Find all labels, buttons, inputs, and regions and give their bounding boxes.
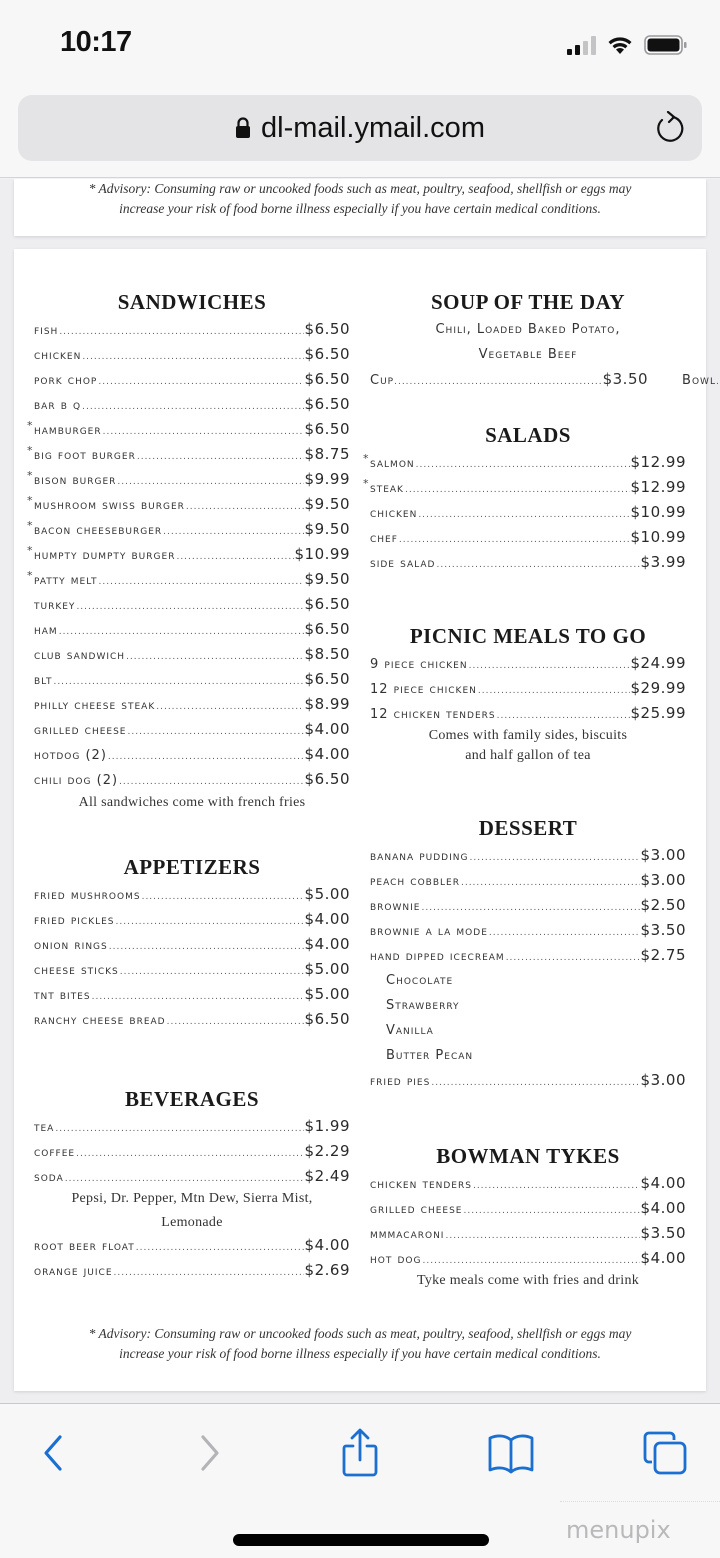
bookmarks-button[interactable] <box>486 1428 536 1478</box>
menu-item <box>27 317 350 342</box>
menu-item <box>34 1233 350 1258</box>
item-name: humpty dumpty burger <box>34 548 176 563</box>
item-price: $3.50 <box>640 921 686 939</box>
item-name: side salad <box>370 556 436 571</box>
menu-item <box>370 943 686 968</box>
section-tykes <box>370 1141 686 1291</box>
item-name: grilled cheese <box>34 723 127 738</box>
dot-leader <box>103 420 304 445</box>
menu-item <box>27 367 350 392</box>
item-name: turkey <box>34 598 76 613</box>
item-price: $9.99 <box>304 470 350 488</box>
item-price: $1.99 <box>304 1117 350 1135</box>
dot-leader <box>109 935 304 960</box>
home-indicator[interactable] <box>233 1534 489 1546</box>
dot-leader <box>163 520 303 545</box>
menu-item <box>34 982 350 1007</box>
menu-item <box>34 1164 350 1189</box>
item-name: bacon cheeseburger <box>34 523 163 538</box>
menu-item <box>27 767 350 792</box>
item-name: club sandwich <box>34 648 126 663</box>
item-name: philly cheese steak <box>34 698 156 713</box>
section-beverages <box>34 1084 350 1283</box>
item-name: ranchy cheese bread <box>34 1013 166 1028</box>
item-price: $12.99 <box>630 453 686 471</box>
item-name: root beer float <box>34 1239 135 1254</box>
dot-leader <box>76 595 303 620</box>
menu-item <box>370 701 686 726</box>
page-content <box>0 179 720 1403</box>
menu-item <box>34 957 350 982</box>
dot-leader <box>416 453 630 478</box>
advisory-star: * <box>27 569 34 582</box>
clock: 10:17 <box>60 26 132 58</box>
watermark-divider <box>560 1501 720 1502</box>
dot-leader <box>461 871 640 896</box>
picnic-note-1: Comes with family sides, biscuits <box>428 728 628 743</box>
item-name: chicken <box>370 506 418 521</box>
wifi-icon <box>606 34 634 56</box>
menu-item <box>27 442 350 467</box>
item-name: salmon <box>370 456 415 471</box>
menu-item <box>370 868 686 893</box>
picnic-note-2: and half gallon of tea <box>465 748 591 763</box>
menu-item <box>27 667 350 692</box>
menu-item <box>370 918 686 943</box>
item-name: bar b q <box>34 398 82 413</box>
item-price: $2.29 <box>304 1142 350 1160</box>
dot-leader <box>463 1199 639 1224</box>
menu-item <box>27 342 350 367</box>
menu-item <box>370 1196 686 1221</box>
item-name: 12 chicken tenders <box>370 707 496 722</box>
dot-leader <box>489 921 640 946</box>
item-name: big foot burger <box>34 448 136 463</box>
section-title: SOUP OF THE DAY <box>430 290 626 314</box>
item-name: tnt bites <box>34 988 91 1003</box>
dot-leader <box>137 445 304 470</box>
item-name: brownie a la mode <box>370 924 488 939</box>
section-title: BOWMAN TYKES <box>436 1144 620 1168</box>
section-title: BEVERAGES <box>124 1087 260 1111</box>
menu-item <box>34 907 350 932</box>
item-name: hot dog <box>370 1252 422 1267</box>
item-price: $2.75 <box>640 946 686 964</box>
advisory-star: * <box>27 469 34 482</box>
bowl-label: Bowl <box>682 373 716 388</box>
dot-leader <box>116 910 304 935</box>
item-price: $6.50 <box>304 395 350 413</box>
tabs-button[interactable] <box>640 1428 690 1478</box>
item-price: $10.99 <box>630 503 686 521</box>
dot-leader <box>186 495 304 520</box>
menu-item <box>27 742 350 767</box>
item-name: brownie <box>370 899 421 914</box>
dot-leader <box>156 695 303 720</box>
cup-label: Cup <box>370 373 395 388</box>
dot-leader <box>119 770 304 795</box>
item-price: $4.00 <box>304 745 350 763</box>
menu-item <box>27 467 350 492</box>
dot-leader <box>59 620 304 645</box>
menu-item <box>27 567 350 592</box>
item-name: hamburger <box>34 423 102 438</box>
forward-button[interactable] <box>185 1428 235 1478</box>
item-name: pork chop <box>34 373 98 388</box>
section-dessert <box>370 813 686 1093</box>
item-price: $6.50 <box>304 345 350 363</box>
item-name: fried mushrooms <box>34 888 141 903</box>
signal-icon <box>567 35 596 55</box>
item-name: 12 piece chicken <box>370 682 477 697</box>
item-name: steak <box>370 481 404 496</box>
dot-leader <box>117 470 303 495</box>
menu-item <box>27 642 350 667</box>
item-price: $10.99 <box>630 528 686 546</box>
item-price: $4.00 <box>640 1249 686 1267</box>
menu-item <box>363 475 686 500</box>
section-soup <box>370 287 716 392</box>
menu-item <box>34 882 350 907</box>
menu-item <box>370 843 686 868</box>
dot-leader <box>76 1142 303 1167</box>
advisory-line-2: increase your risk of food borne illness especially if you have certain medical conditions. <box>119 1346 601 1361</box>
tykes-note: Tyke meals come with fries and drink <box>416 1273 640 1288</box>
advisory-card-top <box>14 179 706 236</box>
item-price: $29.99 <box>630 679 686 697</box>
item-name: fried pickles <box>34 913 115 928</box>
menu-item <box>363 450 686 475</box>
soup-list-2: Vegetable Beef <box>478 347 578 362</box>
item-price: $3.50 <box>640 1224 686 1242</box>
item-name: blt <box>34 673 53 688</box>
item-price: $8.99 <box>304 695 350 713</box>
item-price: $6.50 <box>304 595 350 613</box>
dot-leader <box>421 896 639 921</box>
item-name: hand dipped icecream <box>370 949 505 964</box>
item-price: $6.50 <box>304 420 350 438</box>
item-name: chicken <box>34 348 82 363</box>
menu-item <box>34 932 350 957</box>
section-title: APPETIZERS <box>123 855 261 879</box>
menu-item <box>370 1171 686 1196</box>
browser-address-area <box>0 92 720 178</box>
status-bar <box>0 0 720 92</box>
section-note: All sandwiches come with french fries <box>78 795 306 810</box>
dot-leader <box>126 645 303 670</box>
dot-leader <box>59 320 303 345</box>
item-price: $2.49 <box>304 1167 350 1185</box>
icecream-flavor: Butter Pecan <box>386 1048 474 1063</box>
soup-prices <box>370 367 716 392</box>
item-name: chili dog (2) <box>34 773 119 788</box>
advisory-bottom <box>14 1324 706 1364</box>
menu-item <box>34 1114 350 1139</box>
menu-item <box>27 417 350 442</box>
bookmarks-icon <box>487 1432 535 1474</box>
item-name: bison burger <box>34 473 117 488</box>
dot-leader <box>98 370 303 395</box>
dot-leader <box>469 846 639 871</box>
menu-item <box>27 492 350 517</box>
menu-item <box>27 592 350 617</box>
item-price: $12.99 <box>630 478 686 496</box>
dot-leader <box>114 1261 304 1286</box>
dot-leader <box>108 745 304 770</box>
item-price: $4.00 <box>304 720 350 738</box>
item-price: $3.00 <box>640 1071 686 1089</box>
tabs-icon <box>642 1430 688 1476</box>
item-price: $8.75 <box>304 445 350 463</box>
dot-leader <box>92 985 304 1010</box>
dot-leader <box>436 553 639 578</box>
advisory-line-1: * Advisory: Consuming raw or uncooked foods such as meat, poultry, seafood, shellfish or eggs may <box>88 181 632 196</box>
item-price: $24.99 <box>630 654 686 672</box>
dot-leader <box>55 1117 303 1142</box>
dot-leader <box>478 679 630 704</box>
item-name: 9 piece chicken <box>370 657 468 672</box>
dot-leader <box>82 395 303 420</box>
item-price: $6.50 <box>304 320 350 338</box>
item-price: $6.50 <box>304 370 350 388</box>
dot-leader <box>99 570 304 595</box>
item-price: $6.50 <box>304 620 350 638</box>
dot-leader <box>445 1224 639 1249</box>
item-price: $5.00 <box>304 885 350 903</box>
menu-item <box>363 550 686 575</box>
item-name: coffee <box>34 1145 76 1160</box>
advisory-star: * <box>27 444 34 457</box>
advisory-star: * <box>27 419 34 432</box>
item-price: $25.99 <box>630 704 686 722</box>
dot-leader <box>469 654 630 679</box>
menu-item <box>27 617 350 642</box>
item-price: $3.00 <box>640 846 686 864</box>
item-price: $3.00 <box>640 871 686 889</box>
dot-leader <box>405 478 630 503</box>
menu-item <box>27 392 350 417</box>
dot-leader <box>418 503 629 528</box>
section-sandwiches <box>27 287 350 813</box>
section-picnic <box>370 621 686 766</box>
item-name: peach cobbler <box>370 874 460 889</box>
menu-item <box>370 1246 686 1271</box>
section-salads <box>363 420 686 575</box>
item-name: ham <box>34 623 58 638</box>
item-name: orange juice <box>34 1264 113 1279</box>
forward-icon <box>197 1433 223 1473</box>
menu-item <box>27 542 350 567</box>
item-name: soda <box>34 1170 64 1185</box>
menu-item <box>370 893 686 918</box>
item-price: $4.00 <box>304 1236 350 1254</box>
item-price: $9.50 <box>304 495 350 513</box>
menu-item <box>34 1258 350 1283</box>
dot-leader <box>176 545 293 570</box>
status-icons <box>567 34 688 56</box>
dot-leader <box>53 670 303 695</box>
advisory-star: * <box>27 519 34 532</box>
icecream-flavor: Strawberry <box>386 998 460 1013</box>
dot-leader <box>167 1010 304 1035</box>
url-text: dl-mail.ymail.com <box>261 111 485 144</box>
advisory-line-1: * Advisory: Consuming raw or uncooked foods such as meat, poultry, seafood, shellfish or eggs may <box>88 1326 632 1341</box>
dot-leader <box>142 885 304 910</box>
menu-item <box>27 517 350 542</box>
dot-leader <box>127 720 303 745</box>
address-bar[interactable] <box>18 95 702 161</box>
item-price: $2.50 <box>640 896 686 914</box>
watermark: menupix <box>566 1516 671 1544</box>
item-name: chicken tenders <box>370 1177 472 1192</box>
item-price: $6.50 <box>304 1010 350 1028</box>
item-price: $6.50 <box>304 770 350 788</box>
item-price: $8.50 <box>304 645 350 663</box>
dot-leader <box>136 1236 304 1261</box>
item-price: $4.00 <box>640 1199 686 1217</box>
soda-note-2: Lemonade <box>161 1215 223 1230</box>
menu-item <box>363 525 686 550</box>
item-price: $5.00 <box>304 960 350 978</box>
back-icon <box>40 1433 66 1473</box>
menu-item <box>370 1221 686 1246</box>
item-price: $6.50 <box>304 670 350 688</box>
soda-note-1: Pepsi, Dr. Pepper, Mtn Dew, Sierra Mist, <box>71 1191 313 1206</box>
menu-item <box>34 1139 350 1164</box>
item-price: $2.69 <box>304 1261 350 1279</box>
dot-leader <box>399 528 630 553</box>
soup-list-1: Chili, Loaded Baked Potato, <box>435 322 621 337</box>
item-name: banana pudding <box>370 849 469 864</box>
item-name: mushroom swiss burger <box>34 498 185 513</box>
item-price: $4.00 <box>304 910 350 928</box>
advisory-star: * <box>27 494 34 507</box>
advisory-star: * <box>363 452 370 465</box>
item-name: mmmacaroni <box>370 1227 445 1242</box>
item-name: grilled cheese <box>370 1202 463 1217</box>
dot-leader <box>506 946 640 971</box>
item-name: patty melt <box>34 573 98 588</box>
section-title: SALADS <box>485 423 571 447</box>
item-price: $4.00 <box>640 1174 686 1192</box>
item-name: fish <box>34 323 59 338</box>
menu-item <box>370 1068 686 1093</box>
icecream-flavor: Vanilla <box>386 1023 434 1038</box>
menu-item <box>363 500 686 525</box>
item-price: $10.99 <box>294 545 350 563</box>
item-name: cheese sticks <box>34 963 119 978</box>
dot-leader <box>473 1174 640 1199</box>
item-price: $9.50 <box>304 520 350 538</box>
menu-item <box>34 1007 350 1032</box>
menu-card <box>14 249 716 1391</box>
menu-item <box>370 676 686 701</box>
item-price: $3.99 <box>640 553 686 571</box>
menu-item <box>27 692 350 717</box>
back-button[interactable] <box>28 1428 78 1478</box>
icecream-flavor: Chocolate <box>386 973 454 988</box>
item-price: $5.00 <box>304 985 350 1003</box>
menu-item <box>27 717 350 742</box>
section-title: SANDWICHES <box>117 290 267 314</box>
reload-icon[interactable] <box>654 111 686 145</box>
dot-leader <box>431 1071 639 1096</box>
item-price: $4.00 <box>304 935 350 953</box>
dot-leader <box>82 345 303 370</box>
item-name: onion rings <box>34 938 108 953</box>
section-appetizers <box>34 852 350 1032</box>
dot-leader <box>120 960 304 985</box>
battery-icon <box>644 34 688 56</box>
advisory-star: * <box>27 544 34 557</box>
advisory-line-2: increase your risk of food borne illness especially if you have certain medical conditions. <box>119 201 601 216</box>
share-button[interactable] <box>335 1428 385 1478</box>
menu-item <box>370 651 686 676</box>
lock-icon <box>235 117 251 139</box>
item-name: chef <box>370 531 398 546</box>
section-title: DESSERT <box>478 816 578 840</box>
advisory-star: * <box>363 477 370 490</box>
item-name: tea <box>34 1120 55 1135</box>
share-icon <box>340 1428 380 1478</box>
item-name: hotdog (2) <box>34 748 107 763</box>
item-price: $9.50 <box>304 570 350 588</box>
cup-price: $3.50 <box>602 370 649 388</box>
item-name: fried pies <box>370 1074 431 1089</box>
browser-toolbar <box>0 1403 720 1558</box>
section-title: PICNIC MEALS TO GO <box>409 624 647 648</box>
